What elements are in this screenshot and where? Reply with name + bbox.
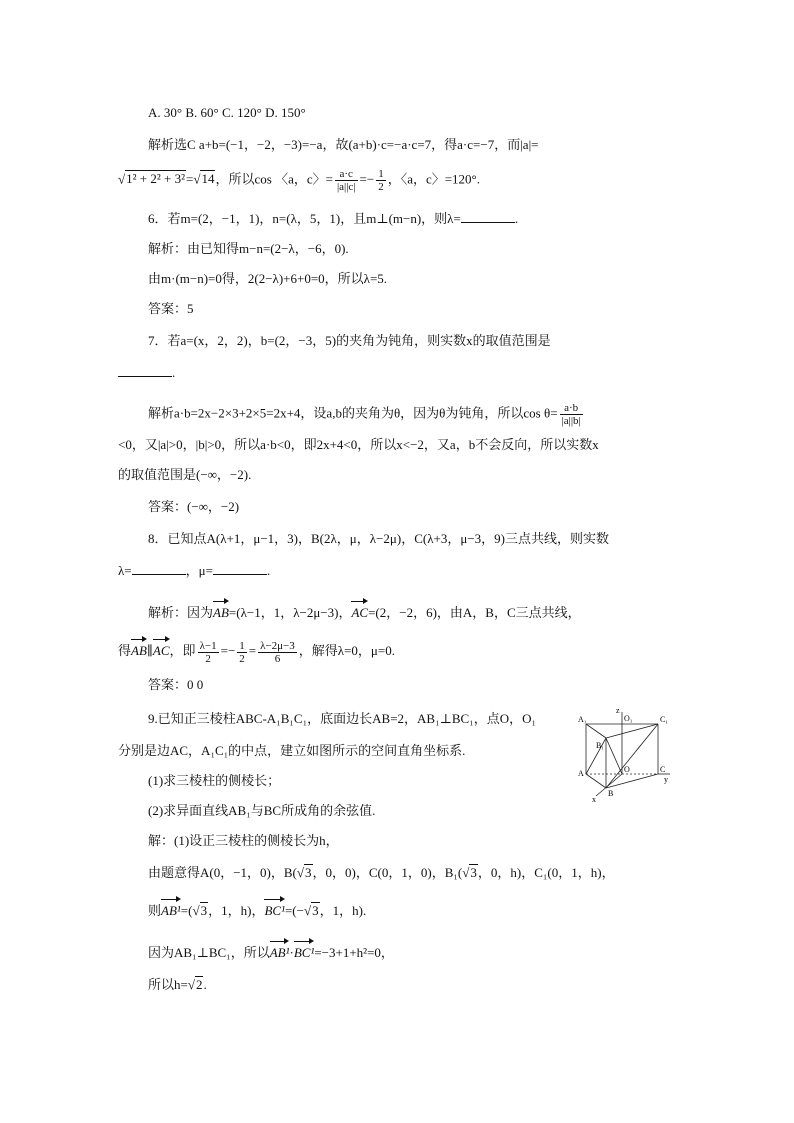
fraction-half: $\frac{1}{2}$ bbox=[378, 168, 384, 193]
label-A: A bbox=[578, 769, 584, 778]
fraction-1: $\frac{\lambda-1}{2}$ bbox=[199, 639, 217, 665]
q9-solution-2: 由题意得A(0，−1，0)，B(√3，0，0)，C(0，1，0)，B₁(√3，0，h)，C₁(0，1，h)， bbox=[148, 865, 615, 880]
label-z: z bbox=[616, 706, 620, 715]
vector-ac: AC bbox=[351, 600, 368, 622]
q9-solution-1: 解：(1)设正三棱柱的侧棱长为h， bbox=[148, 833, 339, 848]
sqrt-14: 14 bbox=[201, 171, 215, 187]
vector-bc1: BC¹ bbox=[264, 898, 285, 920]
q8-stem-1: 8．已知点A(λ+1，μ−1，3)，B(2λ，μ，λ−2μ)，C(λ+3，μ−3，9)三点共线，则实数 bbox=[148, 531, 609, 546]
lambda-blank bbox=[132, 562, 186, 575]
label-B1: B₁ bbox=[596, 741, 605, 750]
q6-solution-1: 解析：由已知得m−n=(2−λ，−6，0). bbox=[148, 241, 349, 256]
label-B: B bbox=[608, 789, 614, 798]
q9-solution-5: 所以h=√2. bbox=[148, 977, 207, 992]
fraction-3: $\frac{\lambda-2\mu-3}{6}$ bbox=[260, 639, 295, 665]
q9-solution-3: 则AB¹=(√3，1，h)，BC¹=(−√3，1，h). bbox=[148, 898, 366, 920]
fraction-ab: $\frac{a\cdot b}{|a||b|}$ bbox=[561, 402, 581, 427]
fraction-2: $\frac{1}{2}$ bbox=[239, 639, 245, 665]
q6-solution-2: 由m·(m−n)=0得，2(2−λ)+6+0=0，所以λ=5. bbox=[148, 271, 388, 286]
q8-answer: 答案：0 0 bbox=[148, 677, 204, 692]
mu-blank bbox=[213, 562, 267, 575]
q5-solution-line1: 解析选C a+b=(−1，−2，−3)=−a，故(a+b)·c=−a·c=7，得a·c=−7，而|a|= bbox=[148, 137, 539, 152]
label-O1: O₁ bbox=[624, 714, 633, 723]
q6-stem: 6．若m=(2，−1，1)，n=(λ，5，1)，且m⊥(m−n)，则λ= . bbox=[148, 211, 519, 226]
q7-stem: 7．若a=(x，2，2)，b=(2，−3，5)的夹角为钝角，则实数x的取值范围是 bbox=[148, 333, 551, 348]
minus: =− bbox=[359, 171, 375, 187]
label-C: C bbox=[660, 765, 666, 774]
cos-text: ，所以cos 〈a，c〉= bbox=[215, 171, 333, 187]
q9-part-1: (1)求三棱柱的侧棱长； bbox=[148, 773, 281, 788]
q8-solution-2: 得AB∥AC，即 $\frac{\lambda-1}{2}$ =− $\frac{1}{2}$ = $\frac{\lambda-2\mu-3}{6}$ ，解得λ=0，μ=0. bbox=[118, 639, 395, 665]
q9-stem-2: 分别是边AC，A₁C₁的中点，建立如图所示的空间直角坐标系. bbox=[118, 743, 466, 758]
vector-ac: AC bbox=[153, 638, 170, 660]
result: ，〈a，c〉=120°. bbox=[387, 171, 481, 187]
answer-blank bbox=[461, 210, 515, 223]
prism-figure bbox=[572, 704, 672, 806]
q7-solution-1: 解析a·b=2x−2×3+2×5=2x+4，设a,b的夹角为θ，因为θ为钝角，所以cos θ= $\frac{a\cdot b}{|a||b|}$ bbox=[148, 402, 581, 427]
q7-stem-blank: . bbox=[118, 364, 175, 382]
q7-solution-2: <0，又|a|>0，|b|>0，所以a·b<0，即2x+4<0，所以x<−2，又a，b不会反向，所以实数x bbox=[118, 437, 599, 452]
answer-blank bbox=[118, 364, 172, 377]
vector-bc1: BC¹ bbox=[294, 940, 315, 962]
label-C1: C₁ bbox=[660, 715, 669, 724]
q6-answer: 答案：5 bbox=[148, 301, 194, 316]
label-A1: A₁ bbox=[578, 715, 587, 724]
vector-ab1: AB¹ bbox=[161, 898, 181, 920]
q9-stem-1: 9.已知正三棱柱ABC-A₁B₁C₁，底面边长AB=2，AB₁⊥BC₁，点O，O₁ bbox=[148, 711, 537, 726]
sqrt-term: 1² + 2² + 3² bbox=[126, 171, 185, 187]
label-y: y bbox=[664, 775, 668, 784]
fraction-ac: $\frac{a\cdot c}{|a||c|}$ bbox=[336, 168, 356, 193]
q8-solution-1: 解析：因为AB=(λ−1，1，λ−2μ−3)，AC=(2，−2，6)，由A，B，C三点共线， bbox=[148, 600, 581, 622]
vector-ab1: AB¹ bbox=[270, 940, 290, 962]
label-O: O bbox=[624, 765, 630, 774]
vector-ab: AB bbox=[213, 600, 229, 622]
q8-stem-2: λ= ，μ= . bbox=[118, 563, 271, 578]
equals: = bbox=[186, 171, 194, 187]
q7-solution-3: 的取值范围是(−∞，−2). bbox=[118, 467, 252, 482]
q9-solution-4: 因为AB₁⊥BC₁，所以AB¹·BC¹=−3+1+h²=0， bbox=[148, 940, 394, 962]
q5-options: A. 30° B. 60° C. 120° D. 150° bbox=[148, 105, 306, 120]
q5-solution-line2: √1² + 2² + 3²=√14，所以cos 〈a，c〉= $\frac{a\cdot c}{|a||c|}$ =− $\frac{1}{2}$ ，〈a，c〉=120°. bbox=[118, 168, 481, 193]
vector-ab: AB bbox=[131, 638, 147, 660]
q9-part-2: (2)求异面直线AB₁与BC所成角的余弦值. bbox=[148, 803, 376, 818]
q7-answer: 答案：(−∞，−2) bbox=[148, 499, 240, 514]
label-x: x bbox=[592, 795, 596, 804]
